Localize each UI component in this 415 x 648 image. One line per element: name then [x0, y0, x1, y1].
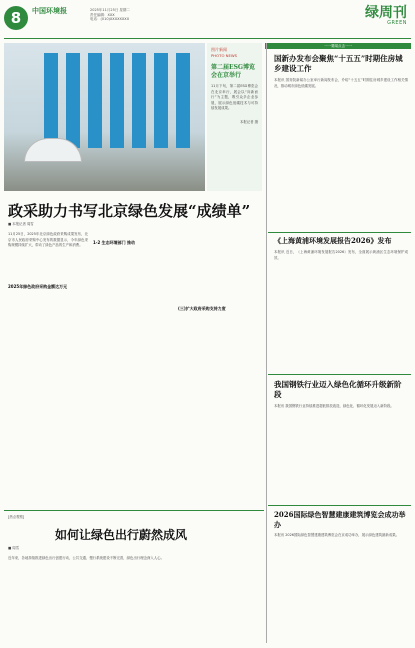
- main-byline: ■ 本报记者 周雪: [8, 222, 34, 226]
- photo-news-sub: PHOTO NEWS: [211, 53, 238, 58]
- photo-credit: 本报记者 摄: [239, 119, 258, 124]
- right-rule: [268, 505, 411, 506]
- photo-news-title: 第二届ESG博览会在京举行: [211, 64, 256, 79]
- right-article-body: 本报讯 国务院新闻办公室举行新闻发布会，介绍“十五五”时期住房城乡建设工作相关情况，推动城市绿色低碳发展。: [274, 78, 408, 88]
- right-article-body: 本报讯 2026国际绿色智慧建康建筑博览会在京成功举办，展示绿色建筑最新成果。: [274, 533, 399, 537]
- right-rule: [268, 232, 411, 233]
- right-article-body: 本报讯 近日，《上海黄浦环境发展报告2026》发布，全面展示黄浦区生态环境保护成效。: [274, 250, 408, 260]
- main-subhead: 1-2 生态环境部门 推动: [93, 240, 136, 245]
- right-article-title: 2026国际绿色智慧建康建筑博览会成功举办: [274, 510, 406, 529]
- meta-line: 电话：(010)XXXXXXXX: [90, 17, 130, 21]
- main-subhead: (三)扩大政府采购支持力度: [178, 306, 226, 311]
- section-title: 绿周刊: [365, 5, 407, 21]
- bottom-kicker: [热点观察]: [8, 515, 25, 519]
- issue-meta: [90, 8, 130, 22]
- right-article-title: 《上海黄浦环境发展报告2026》发布: [274, 236, 392, 245]
- bottom-headline: 如何让绿色出行蔚然成风: [55, 528, 188, 542]
- column-divider: [266, 43, 267, 643]
- right-article-title: 国新办发布会聚焦“十五五”时期住房城乡建设工作: [274, 54, 403, 73]
- section-en: GREEN: [387, 20, 407, 26]
- masthead: [0, 0, 415, 40]
- news-photo: [4, 43, 205, 191]
- photo-news-body: 11月下旬，第二届ESG博览会在北京举行，展会以“向新而行”为主题，吸引众多企业参展，展示绿色低碳技术与可持续发展成果。: [211, 84, 258, 111]
- bottom-body: 近年来，各地持续推进绿色出行创建行动，公共交通、慢行系统建设不断完善，绿色出行理念深入人心。: [8, 556, 164, 560]
- right-rule: [268, 374, 411, 375]
- paper-name: 中国环境报: [32, 6, 67, 15]
- meta-line: 2025年11月25日 星期二: [90, 8, 130, 12]
- page-number: 8: [4, 6, 28, 30]
- main-body-col: 11月25日，2025年北京绿色政府采购成果发布，北京市人民政府采购中心发布的数据显示，今年绿色采购规模持续扩大，带动了绿色产品的生产和消费。: [8, 232, 88, 248]
- photo-news-tag: 图片新闻: [211, 47, 227, 52]
- main-headline: 政采助力书写北京绿色发展“成绩单”: [8, 202, 251, 220]
- main-article-body: [8, 232, 265, 508]
- bottom-rule: [4, 510, 264, 511]
- meta-line: 责任编辑：XXX: [90, 12, 115, 17]
- masthead-rule: [4, 38, 411, 39]
- bottom-byline: ■ 周雪: [8, 546, 20, 550]
- photo-news-box: [207, 43, 262, 191]
- right-article-title: 我国钢铁行业迈入绿色化循环升级新阶段: [274, 380, 402, 399]
- main-subhead: 2025年绿色政府采购金额达万元: [8, 284, 68, 289]
- right-column-bar: 一一要闻点击一一: [265, 43, 411, 49]
- right-article-body: 本报讯 我国钢铁行业持续推进超低排放改造，绿色化、循环化发展迈入新阶段。: [274, 404, 394, 408]
